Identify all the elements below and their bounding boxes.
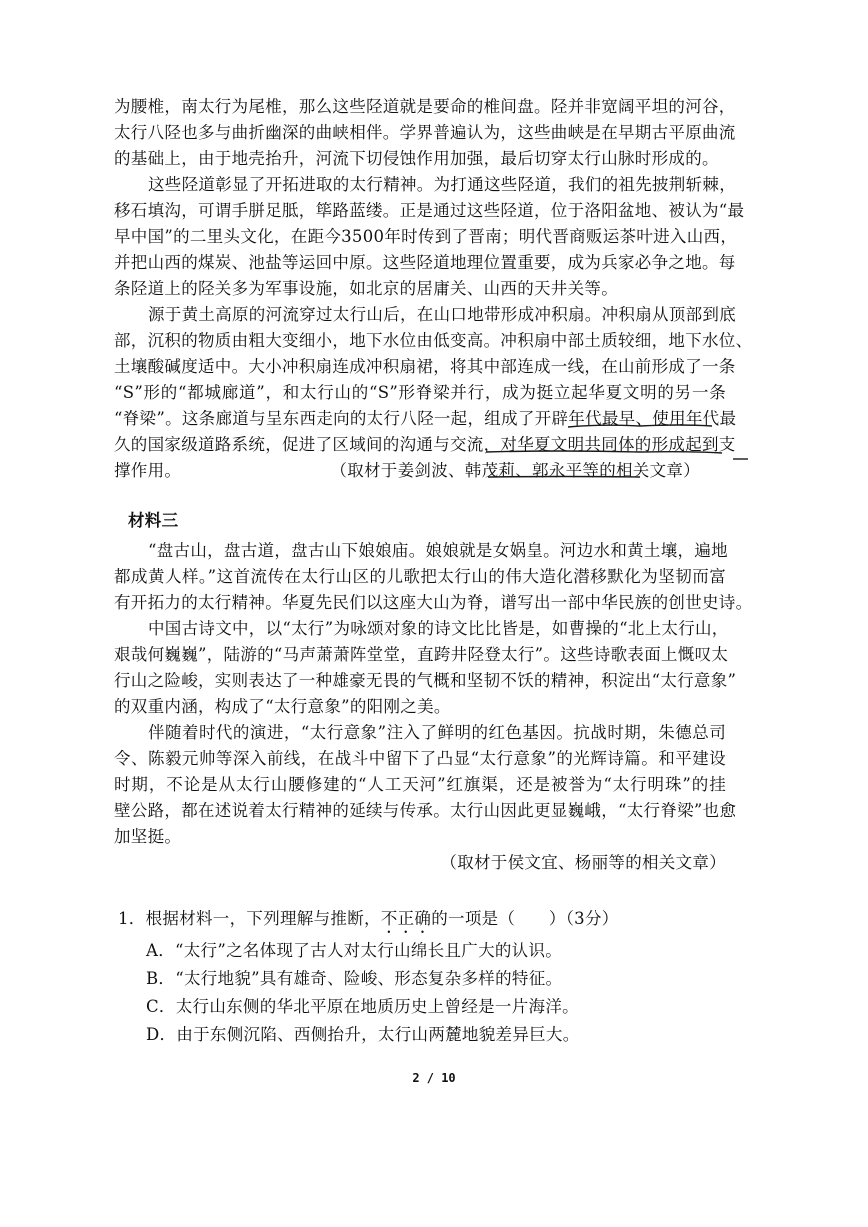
page-number: 2 / 10 xyxy=(412,1071,456,1085)
text-line: 太行八陉也多与曲折幽深的曲峡相伴。学界普遍认为，这些曲峡是在早期古平原曲流 xyxy=(114,123,736,142)
text-line: 中国古诗文中，以“太行”为咏颂对象的诗文比比皆是，如曹操的“北上太行山， xyxy=(148,619,729,638)
text-line: 伴随着时代的演进，“太行意象”注入了鲜明的红色基因。抗战时期，朱德总司 xyxy=(148,723,726,742)
handwritten-underline xyxy=(486,451,722,453)
text-line: 加坚挺。 xyxy=(114,827,182,846)
text-line: 撑作用。 xyxy=(114,461,182,480)
section-heading: 材料三 xyxy=(128,511,179,530)
answer-option-d: D．由于东侧沉陷、西侧抬升，太行山两麓地貌差异巨大。 xyxy=(146,1025,580,1044)
text-line: 土壤酸碱度适中。大小冲积扇连成冲积扇裙，将其中部连成一线，在山前形成了一条 xyxy=(114,357,736,376)
text-line: “脊梁”。这条廊道与呈东西走向的太行八陉一起，组成了开辟年代最早、使用年代最 xyxy=(114,409,737,428)
text-line: 源于黄土高原的河流穿过太行山后，在山口地带形成冲积扇。冲积扇从顶部到底 xyxy=(148,305,736,324)
text-line: 的双重内涵，构成了“太行意象”的阳刚之美。 xyxy=(114,697,451,716)
question-stem-suffix: 的一项是（ ）（3分） xyxy=(431,909,619,928)
text-line: 时期，不论是从太行山腰修建的“人工天河”红旗渠，还是被誉为“太行明珠”的挂 xyxy=(114,775,726,794)
answer-option-a: A．“太行”之名体现了古人对太行山绵长且广大的认识。 xyxy=(146,941,563,960)
text-line: 这些陉道彰显了开拓进取的太行精神。为打通这些陉道，我们的祖先披荆斩棘， xyxy=(148,175,736,194)
text-line: 部，沉积的物质由粗大变细小，地下水位由低变高。冲积扇中部土质较细，地下水位、 xyxy=(114,331,753,350)
text-line: 为腰椎，南太行为尾椎，那么这些陉道就是要命的椎间盘。陉并非宽阔平坦的河谷， xyxy=(114,97,736,116)
text-line: 艰哉何巍巍”，陆游的“马声萧萧阵堂堂，直跨井陉登太行”。这些诗歌表面上慨叹太 xyxy=(114,645,729,664)
question-stem-emphasis: 不正确 xyxy=(380,909,432,928)
answer-option-b: B．“太行地貌”具有雄奇、险峻、形态复杂多样的特征。 xyxy=(146,969,563,988)
text-line: 早中国”的二里头文化，在距今3500年时传到了晋南；明代晋商贩运茶叶进入山西， xyxy=(114,227,738,246)
source-citation: （取材于侯文宜、杨丽等的相关文章） xyxy=(440,853,726,872)
text-line: 移石填沟，可谓手胼足胝，筚路蓝缕。正是通过这些陉道，位于洛阳盆地、被认为“最 xyxy=(114,201,745,220)
text-line: 都成黄人样。”这首流传在太行山区的儿歌把太行山的伟大造化潜移默化为坚韧而富 xyxy=(114,567,726,586)
text-line: 的基础上，由于地壳抬升，河流下切侵蚀作用加强，最后切穿太行山脉时形成的。 xyxy=(114,149,719,168)
text-line: 并把山西的煤炭、池盐等运回中原。这些陉道地理位置重要，成为兵家必争之地。每 xyxy=(114,253,736,272)
text-line: 行山之险峻，实则表达了一种雄豪无畏的气概和坚韧不饫的精神，积淀出“太行意象” xyxy=(114,671,737,690)
text-line: “盘古山，盘古道，盘古山下娘娘庙。娘娘就是女娲皇。河边水和黄土壤，遍地 xyxy=(148,541,728,560)
text-line: 令、陈毅元帅等深入前线，在战斗中留下了凸显“太行意象”的光辉诗篇。和平建设 xyxy=(114,749,726,768)
question-stem-prefix: 1．根据材料一，下列理解与推断， xyxy=(118,909,381,928)
handwritten-underline xyxy=(568,425,712,427)
text-line: 条陉道上的陉关多为军事设施，如北京的居庸关、山西的天井关等。 xyxy=(114,279,618,298)
text-line: 有开拓力的太行精神。华夏先民们以这座大山为脊，谱写出一部中华民族的创世史诗。 xyxy=(114,593,753,612)
text-line: “S”形的“都城廊道”，和太行山的“S”形脊梁并行，成为挺立起华夏文明的另一条 xyxy=(114,383,726,402)
text-line: 久的国家级道路系统，促进了区域间的沟通与交流，对华夏文明共同体的形成起到支 xyxy=(114,435,736,454)
handwritten-underline xyxy=(488,477,640,478)
text-line: 壁公路，都在述说着太行精神的延续与传承。太行山因此更显巍峨，“太行脊梁”也愈 xyxy=(114,801,737,820)
question-stem xyxy=(118,908,730,937)
source-citation: （取材于姜剑波、韩茂莉、郭永平等的相关文章） xyxy=(330,461,700,480)
answer-option-c: C．太行山东侧的华北平原在地质历史上曾经是一片海洋。 xyxy=(146,997,579,1016)
